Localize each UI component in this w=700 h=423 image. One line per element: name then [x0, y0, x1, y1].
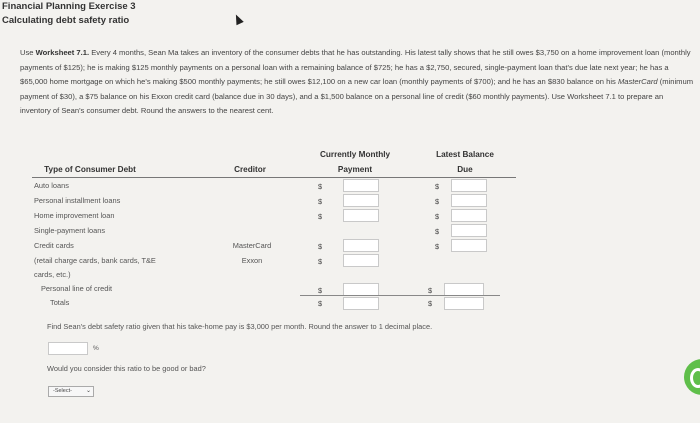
row-label-totals: Totals	[50, 298, 70, 307]
input-monthly-personal-installment[interactable]	[343, 194, 379, 207]
exercise-title: Financial Planning Exercise 3	[2, 1, 136, 12]
currency-sign: $	[435, 197, 440, 206]
input-monthly-total[interactable]	[343, 297, 379, 310]
header-divider	[32, 177, 516, 178]
currency-sign: $	[318, 286, 323, 295]
input-balance-home-improvement[interactable]	[451, 209, 487, 222]
row-label-credit-cards-note1: (retail charge cards, bank cards, T&E	[34, 256, 156, 265]
input-balance-auto[interactable]	[451, 179, 487, 192]
input-balance-personal-installment[interactable]	[451, 194, 487, 207]
currency-sign: $	[318, 182, 323, 191]
mouse-cursor-icon	[232, 13, 243, 25]
currency-sign: $	[318, 212, 323, 221]
problem-statement: Use Worksheet 7.1. Every 4 months, Sean Ma takes an inventory of the consumer debts that he has outstanding. His latest tally shows that he still owes $3,750 on a home improvement loan (monthly payments of $125); he is making $125 monthly payments on a personal loan with a remaining balance of $725; he has a $2,750, secured, single-payment loan that's due late next year; he has a $65,000 home mortgage on which he's making $500 monthly payments; he still owes $12,100 on a new car loan (monthly payments of $700); and he has an $830 balance on his MasterCard (minimum payment of $30), a $75 balance on his Exxon credit card (balance due in 30 days), and a $1,500 balance on a personal line of credit ($60 monthly payments). Use Worksheet 7.1 to prepare an inventory of Sean's consumer debt. Round the answers to the nearest cent.	[20, 48, 694, 116]
row-label-personal-installment: Personal installment loans	[34, 196, 121, 205]
input-monthly-auto[interactable]	[343, 179, 379, 192]
input-balance-single-payment[interactable]	[451, 224, 487, 237]
currency-sign: $	[435, 212, 440, 221]
input-balance-mastercard[interactable]	[451, 239, 487, 252]
creditor-mastercard: MasterCard	[232, 241, 272, 250]
totals-divider	[300, 295, 500, 296]
exercise-subtitle: Calculating debt safety ratio	[2, 15, 130, 26]
refresh-button-icon[interactable]	[684, 359, 700, 395]
currency-sign: $	[428, 299, 433, 308]
header-balance-line2: Due	[457, 165, 473, 174]
row-label-single-payment: Single-payment loans	[34, 226, 106, 235]
header-balance-line1: Latest Balance	[436, 150, 494, 159]
currency-sign: $	[435, 242, 440, 251]
input-balance-total[interactable]	[444, 297, 484, 310]
input-monthly-home-improvement[interactable]	[343, 209, 379, 222]
row-label-line-of-credit: Personal line of credit	[41, 284, 113, 293]
creditor-exxon: Exxon	[241, 256, 263, 265]
opinion-select[interactable]	[48, 386, 94, 397]
currency-sign: $	[318, 242, 323, 251]
input-monthly-exxon[interactable]	[343, 254, 379, 267]
select-value: -Select-	[53, 388, 72, 394]
row-label-credit-cards-note2: cards, etc.)	[34, 270, 71, 279]
row-label-home-improvement: Home improvement loan	[34, 211, 115, 220]
currency-sign: $	[318, 197, 323, 206]
header-monthly-line1: Currently Monthly	[319, 150, 391, 159]
currency-sign: $	[318, 299, 323, 308]
worksheet-reference: Worksheet 7.1.	[35, 48, 90, 57]
ratio-question: Find Sean's debt safety ratio given that his take-home pay is $3,000 per month. Round the answer to 1 decimal place.	[47, 322, 433, 331]
header-monthly-line2: Payment	[337, 165, 373, 174]
opinion-question: Would you consider this ratio to be good or bad?	[47, 364, 206, 373]
currency-sign: $	[318, 257, 323, 266]
currency-sign: $	[435, 182, 440, 191]
ratio-input[interactable]	[48, 342, 88, 355]
row-label-auto: Auto loans	[34, 181, 69, 190]
row-label-credit-cards: Credit cards	[34, 241, 74, 250]
header-creditor: Creditor	[234, 165, 266, 174]
percent-sign: %	[93, 345, 99, 352]
header-debt-type: Type of Consumer Debt	[44, 165, 136, 174]
chevron-down-icon: ⌄	[85, 388, 91, 394]
currency-sign: $	[428, 286, 433, 295]
input-monthly-mastercard[interactable]	[343, 239, 379, 252]
currency-sign: $	[435, 227, 440, 236]
